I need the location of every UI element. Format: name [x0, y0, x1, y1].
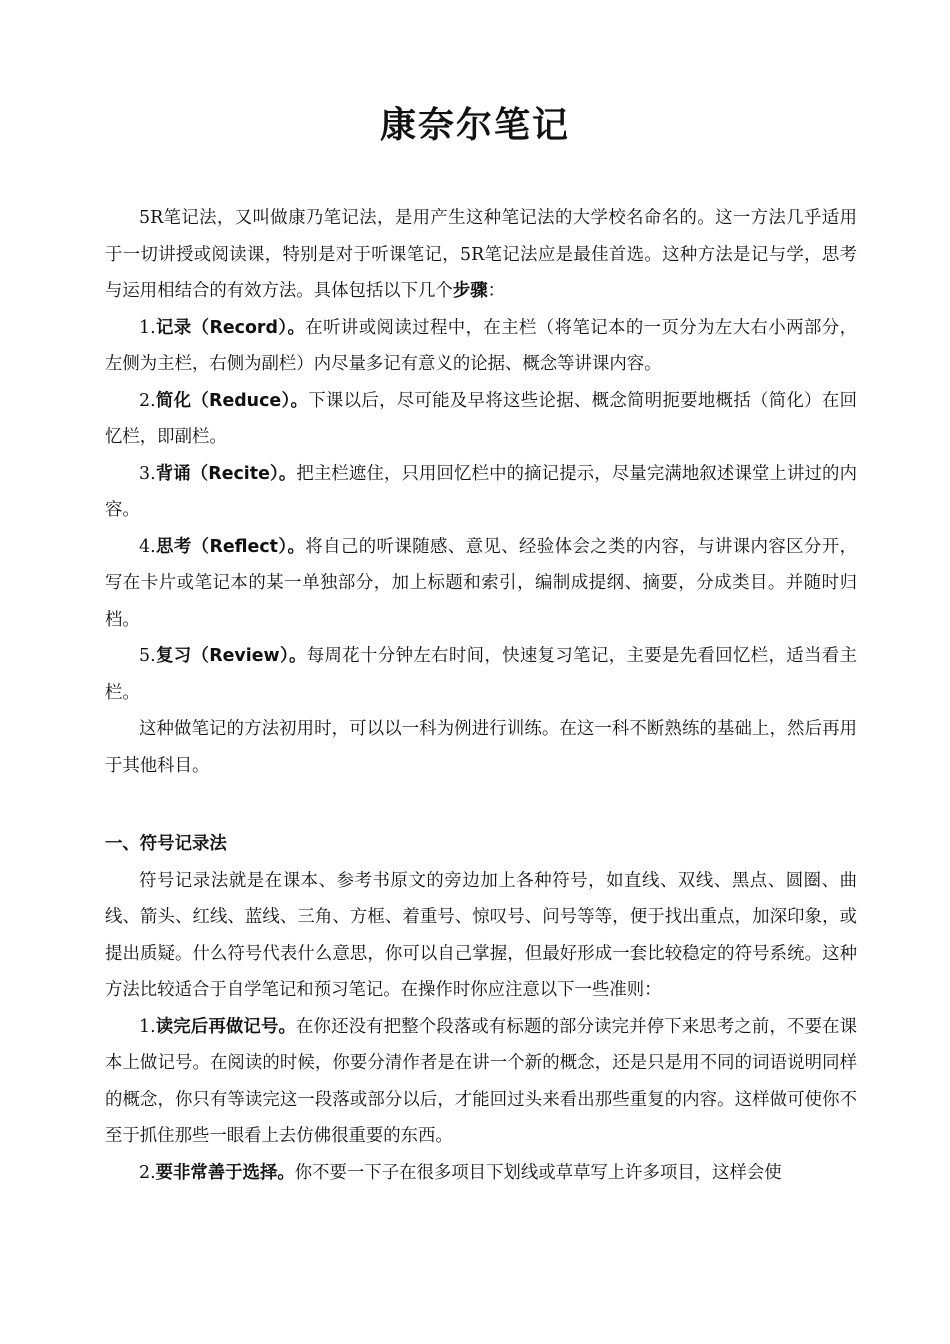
- rule-item: [105, 1155, 857, 1192]
- rule-number: 1.: [139, 1016, 156, 1037]
- rule-label: 要非常善于选择。: [155, 1162, 295, 1183]
- step-number: 4.: [139, 536, 156, 557]
- page-title: 康奈尔笔记: [379, 105, 570, 146]
- step-number: 5.: [139, 646, 156, 666]
- step-number: 3.: [139, 463, 156, 484]
- step-text: 把主栏遮住，只用回忆栏中的摘记提示，尽量完满地叙述课堂上讲过的内容。: [105, 463, 857, 520]
- intro-paragraph: [105, 200, 857, 310]
- symbol-section: [105, 826, 857, 1191]
- intro-section: [105, 200, 857, 784]
- step-label: 背诵（Recite）。: [155, 463, 297, 484]
- step-item: [105, 310, 857, 383]
- step-text: 在听讲或阅读过程中，在主栏（将笔记本的一页分为左大右小两部分，左侧为主栏，右侧为副栏）内尽量多记有意义的论据、概念等讲课内容。: [105, 317, 857, 374]
- step-label: 思考（Reflect）。: [155, 536, 306, 557]
- step-label: 复习（Review）。: [155, 646, 307, 666]
- rule-number: 2.: [139, 1162, 156, 1183]
- rule-item: [105, 1009, 857, 1155]
- closing-paragraph: 这种做笔记的方法初用时，可以以一科为例进行训练。在这一科不断熟练的基础上，然后再用于其他科目。: [105, 719, 857, 776]
- step-item: [105, 456, 857, 529]
- step-text: 将自己的听课随感、意见、经验体会之类的内容，与讲课内容区分开，写在卡片或笔记本的某一单独部分，加上标题和索引，编制成提纲、摘要，分成类目。并随时归档。: [105, 536, 857, 630]
- step-number: 2.: [139, 390, 156, 411]
- step-label: 记录（Record）。: [155, 317, 306, 338]
- step-text: 下课以后，尽可能及早将这些论据、概念简明扼要地概括（简化）在回忆栏，即副栏。: [105, 390, 857, 447]
- intro-emphasis: 步骤: [452, 281, 488, 301]
- section-intro-paragraph: 符号记录法就是在课本、参考书原文的旁边加上各种符号，如直线、双线、黑点、圆圈、曲线、箭头、红线、蓝线、三角、方框、着重号、惊叹号、问号等等，便于找出重点，加深印象，或提出质疑。什么符号代表什么意思，你可以自己掌握，但最好形成一套比较稳定的符号系统。这种方法比较适合于自学笔记和预习笔记。在操作时你应注意以下一些准则：: [105, 870, 857, 1000]
- step-number: 1.: [139, 317, 156, 338]
- rule-label: 读完后再做记号。: [155, 1016, 297, 1037]
- step-label: 简化（Reduce）。: [155, 390, 309, 411]
- section-heading: 一、符号记录法: [105, 834, 227, 854]
- step-item: [105, 529, 857, 639]
- intro-text: 5R笔记法，又叫做康乃笔记法，是用产生这种笔记法的大学校名命名的。这一方法几乎适用于一切讲授或阅读课，特别是对于听课笔记，5R笔记法应是最佳首选。这种方法是记与学，思考与运用相结合的有效方法。具体包括以下几个: [105, 208, 857, 301]
- step-text: 每周花十分钟左右时间，快速复习笔记，主要是先看回忆栏，适当看主栏。: [105, 646, 857, 703]
- intro-end: ：: [487, 281, 506, 301]
- step-item: [105, 638, 857, 711]
- step-item: [105, 383, 857, 456]
- rule-text: 在你还没有把整个段落或有标题的部分读完并停下来思考之前，不要在课本上做记号。在阅读的时候，你要分清作者是在讲一个新的概念，还是只是用不同的词语说明同样的概念，你只有等读完这一段落或部分以后，才能回过头来看出那些重复的内容。这样做可使你不至于抓住那些一眼看上去仿佛很重要的东西。: [105, 1016, 857, 1146]
- rule-text: 你不要一下子在很多项目下划线或草草写上许多项目，这样会使: [294, 1162, 782, 1183]
